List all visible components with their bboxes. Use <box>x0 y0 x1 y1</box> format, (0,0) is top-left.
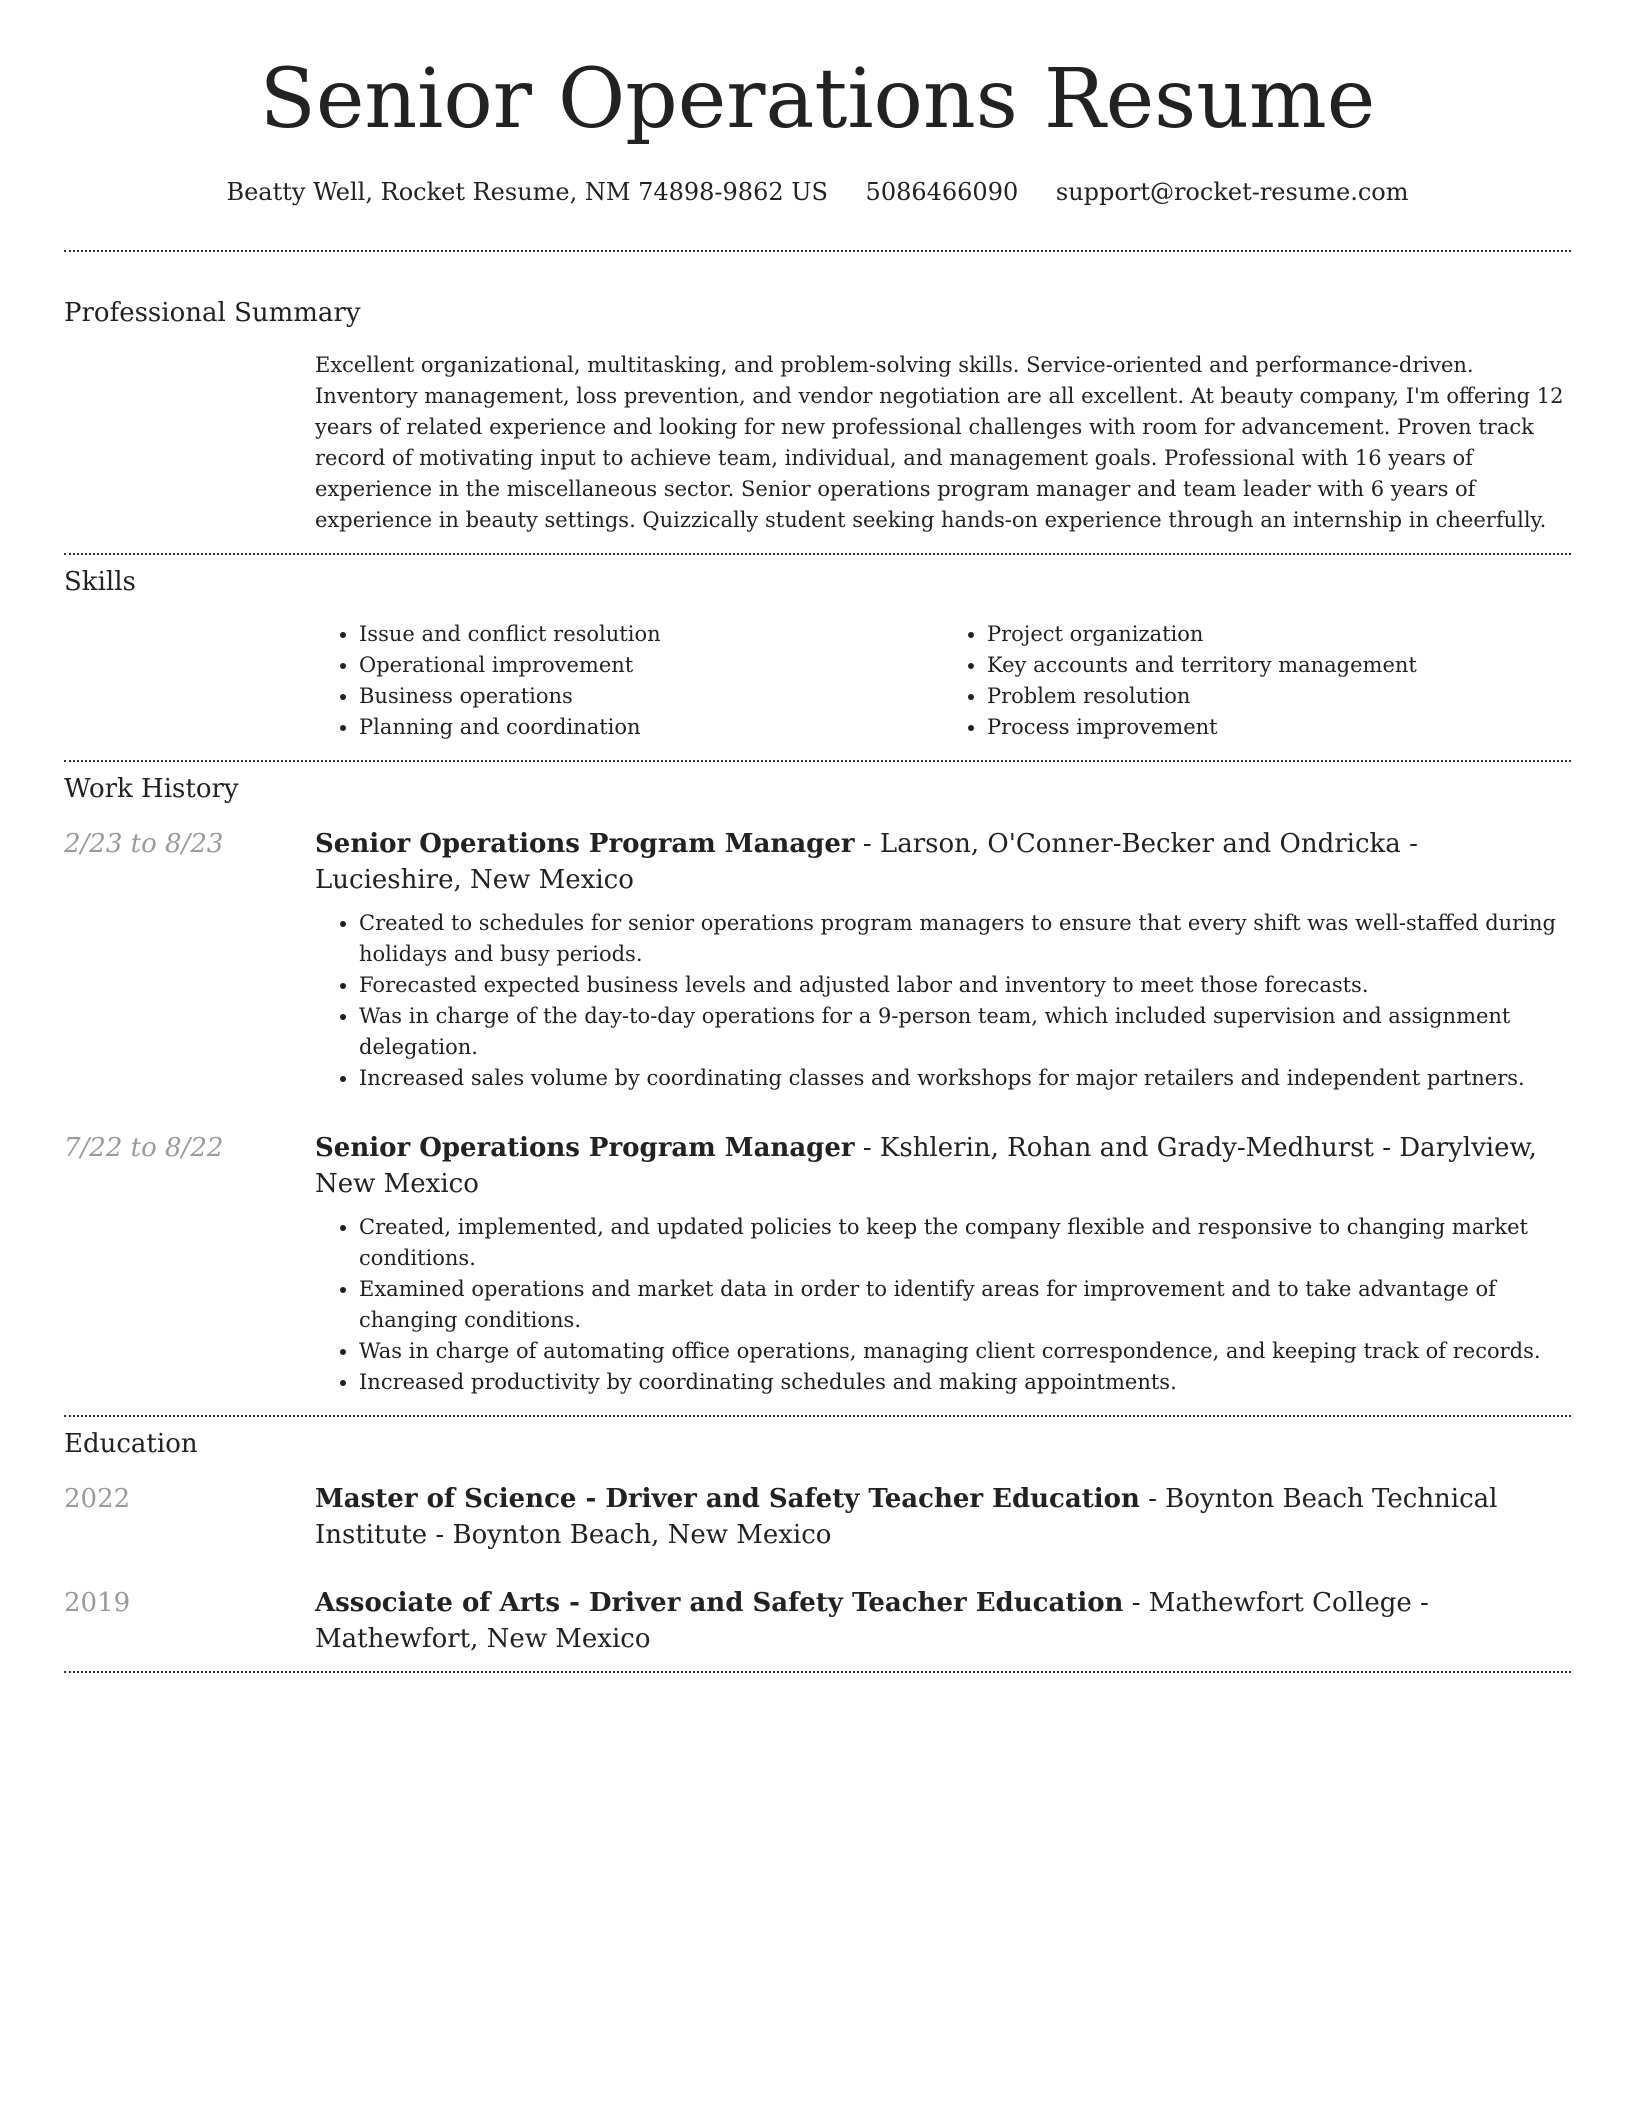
job-bullet: • Increased sales volume by coordinating classes and workshops for major retailers and independent partners. <box>359 1063 1571 1094</box>
job-bullet: • Created, implemented, and updated policies to keep the company flexible and responsive to changing market conditions. <box>359 1212 1571 1274</box>
skill-item: • Key accounts and territory management <box>987 650 1571 681</box>
job-dates: 7/22 to 8/22 <box>64 1133 224 1163</box>
skill-item: • Business operations <box>359 681 943 712</box>
education-header <box>315 1481 1571 1553</box>
job-entry <box>64 1130 1571 1398</box>
job-bullets <box>315 908 1571 1094</box>
job-bullet: • Was in charge of the day-to-day operations for a 9-person team, which included supervision and assignment delegation. <box>359 1001 1571 1063</box>
skills-section <box>64 565 1571 743</box>
job-bullet: • Forecasted expected business levels and adjusted labor and inventory to meet those forecasts. <box>359 970 1571 1001</box>
skills-list <box>315 619 1571 743</box>
resume-page <box>64 0 1571 1673</box>
skill-item: • Project organization <box>987 619 1571 650</box>
divider <box>64 553 1571 555</box>
work-section <box>64 772 1571 1398</box>
job-bullet: • Created to schedules for senior operations program managers to ensure that every shift was well-staffed during holidays and busy periods. <box>359 908 1571 970</box>
education-header <box>315 1585 1571 1657</box>
job-bullet: • Was in charge of automating office operations, managing client correspondence, and keeping track of records. <box>359 1336 1571 1367</box>
skills-column-right <box>943 619 1571 743</box>
divider <box>64 760 1571 762</box>
contact-email: support@rocket-resume.com <box>1055 178 1409 206</box>
job-employer: - Larson, O'Conner-Becker and Ondricka - Lucieshire, New Mexico <box>315 829 1418 895</box>
job-bullet: • Increased productivity by coordinating schedules and making appointments. <box>359 1367 1571 1398</box>
contact-address: Beatty Well, Rocket Resume, NM 74898-9862 US <box>226 178 828 206</box>
job-header <box>315 1130 1571 1202</box>
work-heading: Work History <box>64 774 239 804</box>
job-employer: - Kshlerin, Rohan and Grady-Medhurst - Darylview, New Mexico <box>315 1133 1537 1199</box>
education-school: - Boynton Beach Technical Institute - Boynton Beach, New Mexico <box>315 1484 1498 1550</box>
job-title: Senior Operations Program Manager <box>315 829 855 859</box>
education-section <box>64 1427 1571 1657</box>
resume-title: Senior Operations Resume <box>259 52 1376 147</box>
job-title: Senior Operations Program Manager <box>315 1133 855 1163</box>
job-bullet: • Examined operations and market data in order to identify areas for improvement and to take advantage of changing conditions. <box>359 1274 1571 1336</box>
education-heading: Education <box>64 1429 198 1459</box>
skill-item: • Planning and coordination <box>359 712 943 743</box>
summary-heading: Professional Summary <box>64 298 361 328</box>
education-entry <box>64 1585 1571 1657</box>
summary-text: Excellent organizational, multitasking, and problem-solving skills. Service-oriented and performance-driven. Inventory management, loss prevention, and vendor negotiation are all excellent. At beauty company, I'm offering 12 years of related experience and looking for new professional challenges with room for advancement. Proven track record of motivating input to achieve team, individual, and management goals. Professional with 16 years of experience in the miscellaneous sector. Senior operations program manager and team leader with 6 years of experience in beauty settings. Quizzically student seeking hands-on experience through an internship in cheerfully. <box>315 353 1564 532</box>
job-header <box>315 826 1571 898</box>
skill-item: • Operational improvement <box>359 650 943 681</box>
education-degree: Master of Science - Driver and Safety Teacher Education <box>315 1484 1140 1514</box>
education-year: 2022 <box>64 1484 131 1514</box>
divider <box>64 1671 1571 1673</box>
job-bullets <box>315 1212 1571 1398</box>
education-year: 2019 <box>64 1588 131 1618</box>
education-school: - Mathewfort College - Mathewfort, New Mexico <box>315 1588 1429 1654</box>
skills-column-left <box>315 619 943 743</box>
summary-section <box>64 296 1571 536</box>
skill-item: • Issue and conflict resolution <box>359 619 943 650</box>
contact-phone: 5086466090 <box>865 178 1019 206</box>
job-dates: 2/23 to 8/23 <box>64 829 224 859</box>
skill-item: • Problem resolution <box>987 681 1571 712</box>
education-entry <box>64 1481 1571 1553</box>
skills-heading: Skills <box>64 567 136 597</box>
job-entry <box>64 826 1571 1094</box>
contact-line <box>64 174 1571 210</box>
divider <box>64 250 1571 252</box>
education-degree: Associate of Arts - Driver and Safety Teacher Education <box>315 1588 1124 1618</box>
divider <box>64 1415 1571 1417</box>
skill-item: • Process improvement <box>987 712 1571 743</box>
